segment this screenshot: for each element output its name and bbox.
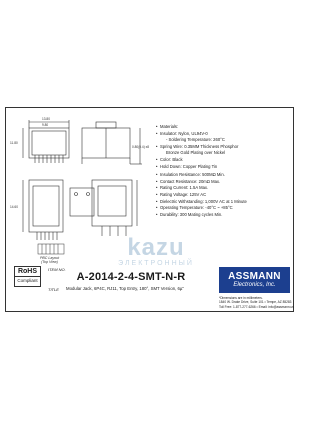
logo-name: ASSMANN xyxy=(228,271,281,282)
pcb-layout xyxy=(38,244,64,254)
spec-item: Bronze Gold Plating over Nickel xyxy=(166,150,226,156)
title-block xyxy=(46,265,216,309)
spec-list xyxy=(156,124,292,218)
spec-electrical: • Dielectric Withstanding: 1,000V AC at 1 Minute xyxy=(156,198,247,204)
item-number: A-2014-2-4-SMT-N-R xyxy=(76,271,186,283)
company-address xyxy=(219,296,294,309)
spec-electrical: • Durability: 300 Mating cycles Min. xyxy=(156,211,223,217)
address-street: 1840 W. Drake Drive, Suite 101 • Tempe, AZ 85283 xyxy=(219,300,292,305)
dim-top-height: 11.80 xyxy=(10,141,18,145)
assmann-logo xyxy=(219,267,290,293)
side-view xyxy=(82,122,142,164)
spec-electrical: • Rating Voltage: 125V AC xyxy=(156,191,207,197)
watermark: kazu xyxy=(127,234,185,261)
dim-top-width: 13.80 xyxy=(42,117,50,121)
item-label: ITEM NO. xyxy=(48,267,66,272)
pcb-label: PBC Layout xyxy=(40,256,60,260)
spec-material-header: • Materials: xyxy=(156,124,179,129)
front-view xyxy=(23,180,137,240)
dim-top-depth: 9.80 xyxy=(42,123,49,127)
logo-sub: Electronics, Inc. xyxy=(233,282,276,288)
spec-electrical: • Rating Current: 1.5A Max. xyxy=(156,185,209,191)
spec-item: • Insulator: Nylon, UL94V-0 xyxy=(156,130,208,136)
title-label: TITLE xyxy=(48,287,59,292)
spec-item: • Spring Wire: 0.35MM Thickness Phosphor xyxy=(156,143,239,149)
spec-electrical: • Operating Temperature: -40°C ~ +85°C xyxy=(156,205,233,211)
spec-electrical: • Contact Resistance: 20mΩ Max. xyxy=(156,178,221,184)
spec-item: - Soldering Temperature: 260°C xyxy=(166,137,225,143)
rohs-sub: Compliant xyxy=(15,276,40,284)
address-contact: Toll Free: 1-877-277-6266 • Email: info@assmann.us xyxy=(219,304,294,309)
dim-side: 0.80(0.4) x8 xyxy=(132,145,150,149)
spec-item: • Color: Black xyxy=(156,156,183,162)
spec-item: • Hold Down: Copper Plating Tin xyxy=(156,163,218,169)
pcb-sub-label: (Top View) xyxy=(41,260,58,264)
spec-electrical: • Insulation Resistance: 500MΩ Min. xyxy=(156,172,225,178)
rohs-title: RoHS xyxy=(17,268,38,275)
drawing-sheet xyxy=(5,107,294,312)
dim-front-height: 14.60 xyxy=(10,205,18,209)
watermark-sub: ЭЛЕКТРОННЫЙ xyxy=(118,260,194,267)
title-text: Modular Jack, 6P4C, RJ11, Top Entry, 180°, SMT Version, 6µ" xyxy=(66,286,184,291)
rohs-badge xyxy=(14,266,41,287)
address-note: *Dimensions are in millimeters. xyxy=(219,296,263,300)
